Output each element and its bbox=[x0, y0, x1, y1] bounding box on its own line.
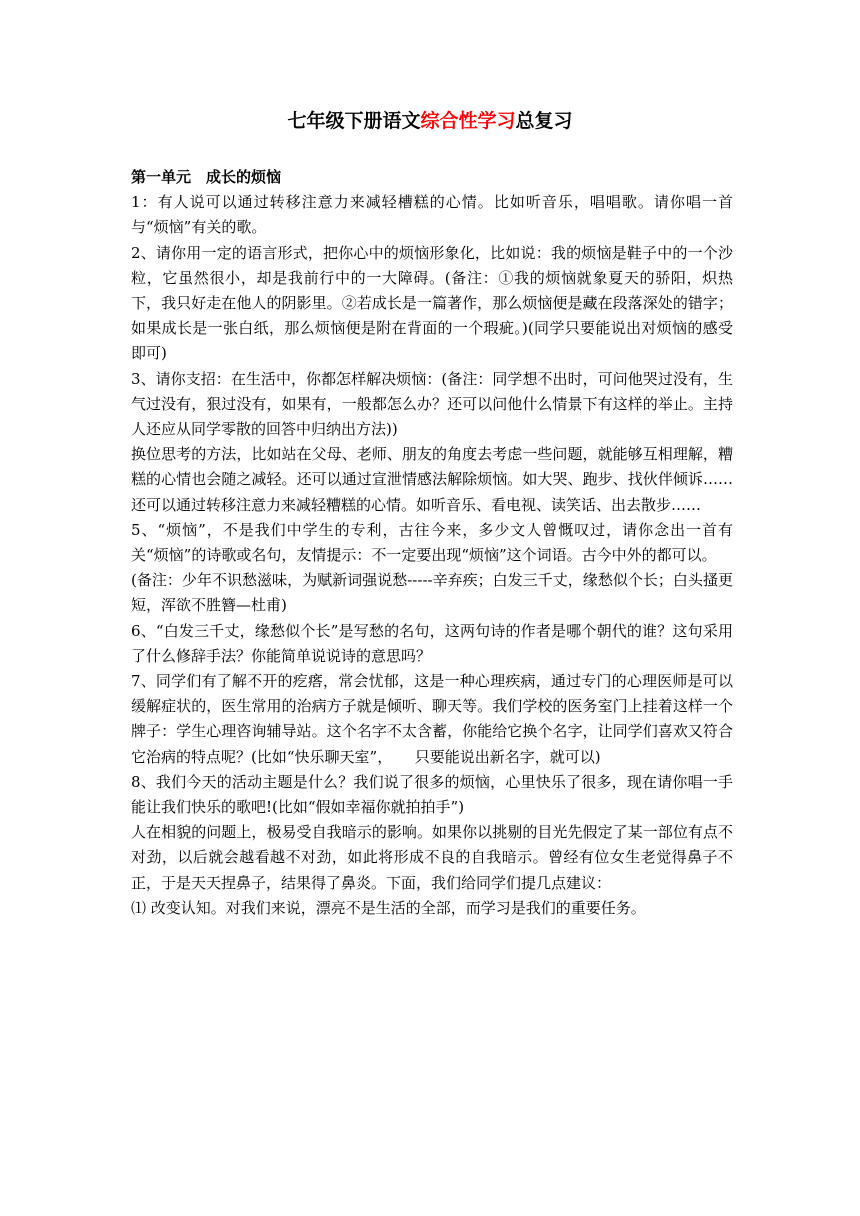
paragraph-methods: 换位思考的方法，比如站在父母、老师、朋友的角度去考虑一些问题，就能够互相理解，糟糕的心情也会随之减轻。还可以通过宣泄情感法解除烦恼。如大哭、跑步、找伙伴倾诉……还可以通过转移注意力来减轻糟糕的心情。如听音乐、看电视、读笑话、出去散步…… bbox=[131, 445, 733, 514]
document-body bbox=[131, 165, 733, 921]
title-suffix: 总复习 bbox=[515, 110, 573, 132]
title-highlight: 综合性学习 bbox=[420, 110, 516, 132]
paragraph-item-5: 5、“烦恼”，不是我们中学生的专利，古往今来，多少文人曾慨叹过，请你念出一首有关“烦恼”的诗歌或名句，友情提示：不一定要出现“烦恼”这个词语。古今中外的都可以。 bbox=[131, 520, 733, 565]
paragraph-item-7: 7、同学们有了解不开的疙瘩，常会忧郁，这是一种心理疾病，通过专门的心理医师是可以缓解症状的，医生常用的治病方子就是倾听、聊天等。我们学校的医务室门上挂着这样一个牌子：学生心理咨询辅导站。这个名字不太含蓄，你能给它换个名字，让同学们喜欢又符合它治病的特点呢？(比如“快乐聊天室”， 只要能说出新名字，就可以) bbox=[131, 672, 733, 766]
paragraph-item-8: 8、我们今天的活动主题是什么？我们说了很多的烦恼，心里快乐了很多，现在请你唱一手能让我们快乐的歌吧!(比如“假如幸福你就拍拍手”) bbox=[131, 772, 733, 817]
title-prefix: 七年级下册语文 bbox=[287, 110, 421, 132]
paragraph-appearance: 人在相貌的问题上，极易受自我暗示的影响。如果你以挑剔的目光先假定了某一部位有点不对劲，以后就会越看越不对劲，如此将形成不良的自我暗示。曾经有位女生老觉得鼻子不正，于是天天捏鼻子，结果得了鼻炎。下面，我们给同学们提几点建议： bbox=[131, 823, 733, 892]
paragraph-item-1: 1：有人说可以通过转移注意力来减轻槽糕的心情。比如听音乐，唱唱歌。请你唱一首与“烦恼”有关的歌。 bbox=[131, 193, 733, 237]
paragraph-suggestion-1: ⑴ 改变认知。对我们来说，漂亮不是生活的全部，而学习是我们的重要任务。 bbox=[131, 898, 646, 917]
section-heading: 第一单元 成长的烦恼 bbox=[131, 168, 282, 186]
paragraph-item-6: 6、“白发三千丈，缘愁似个长”是写愁的名句，这两句诗的作者是哪个朝代的谁？这句采用了什么修辞手法？你能简单说说诗的意思吗？ bbox=[131, 621, 733, 665]
document-title bbox=[0, 107, 860, 135]
paragraph-item-2: 2、请你用一定的语言形式，把你心中的烦恼形象化，比如说：我的烦恼是鞋子中的一个沙粒，它虽然很小，却是我前行中的一大障碍。(备注：①我的烦恼就象夏天的骄阳，炽热下，我只好走在他人的阴影里。②若成长是一篇著作，那么烦恼便是藏在段落深处的错字；如果成长是一张白纸，那么烦恼便是附在背面的一个瑕疵。)(同学只要能说出对烦恼的感受即可) bbox=[131, 243, 733, 363]
paragraph-item-3: 3、请你支招：在生活中，你都怎样解决烦恼：(备注：同学想不出时，可问他哭过没有，生气过没有，狠过没有，如果有，一般都怎么办？还可以问他什么情景下有这样的举止。主持人还应从同学零散的回答中归纳出方法)) bbox=[131, 369, 733, 439]
paragraph-note-poems: (备注：少年不识愁滋味，为赋新词强说愁-----辛弃疾；白发三千丈，缘愁似个长；白头搔更短，浑欲不胜簪—杜甫) bbox=[131, 571, 733, 615]
